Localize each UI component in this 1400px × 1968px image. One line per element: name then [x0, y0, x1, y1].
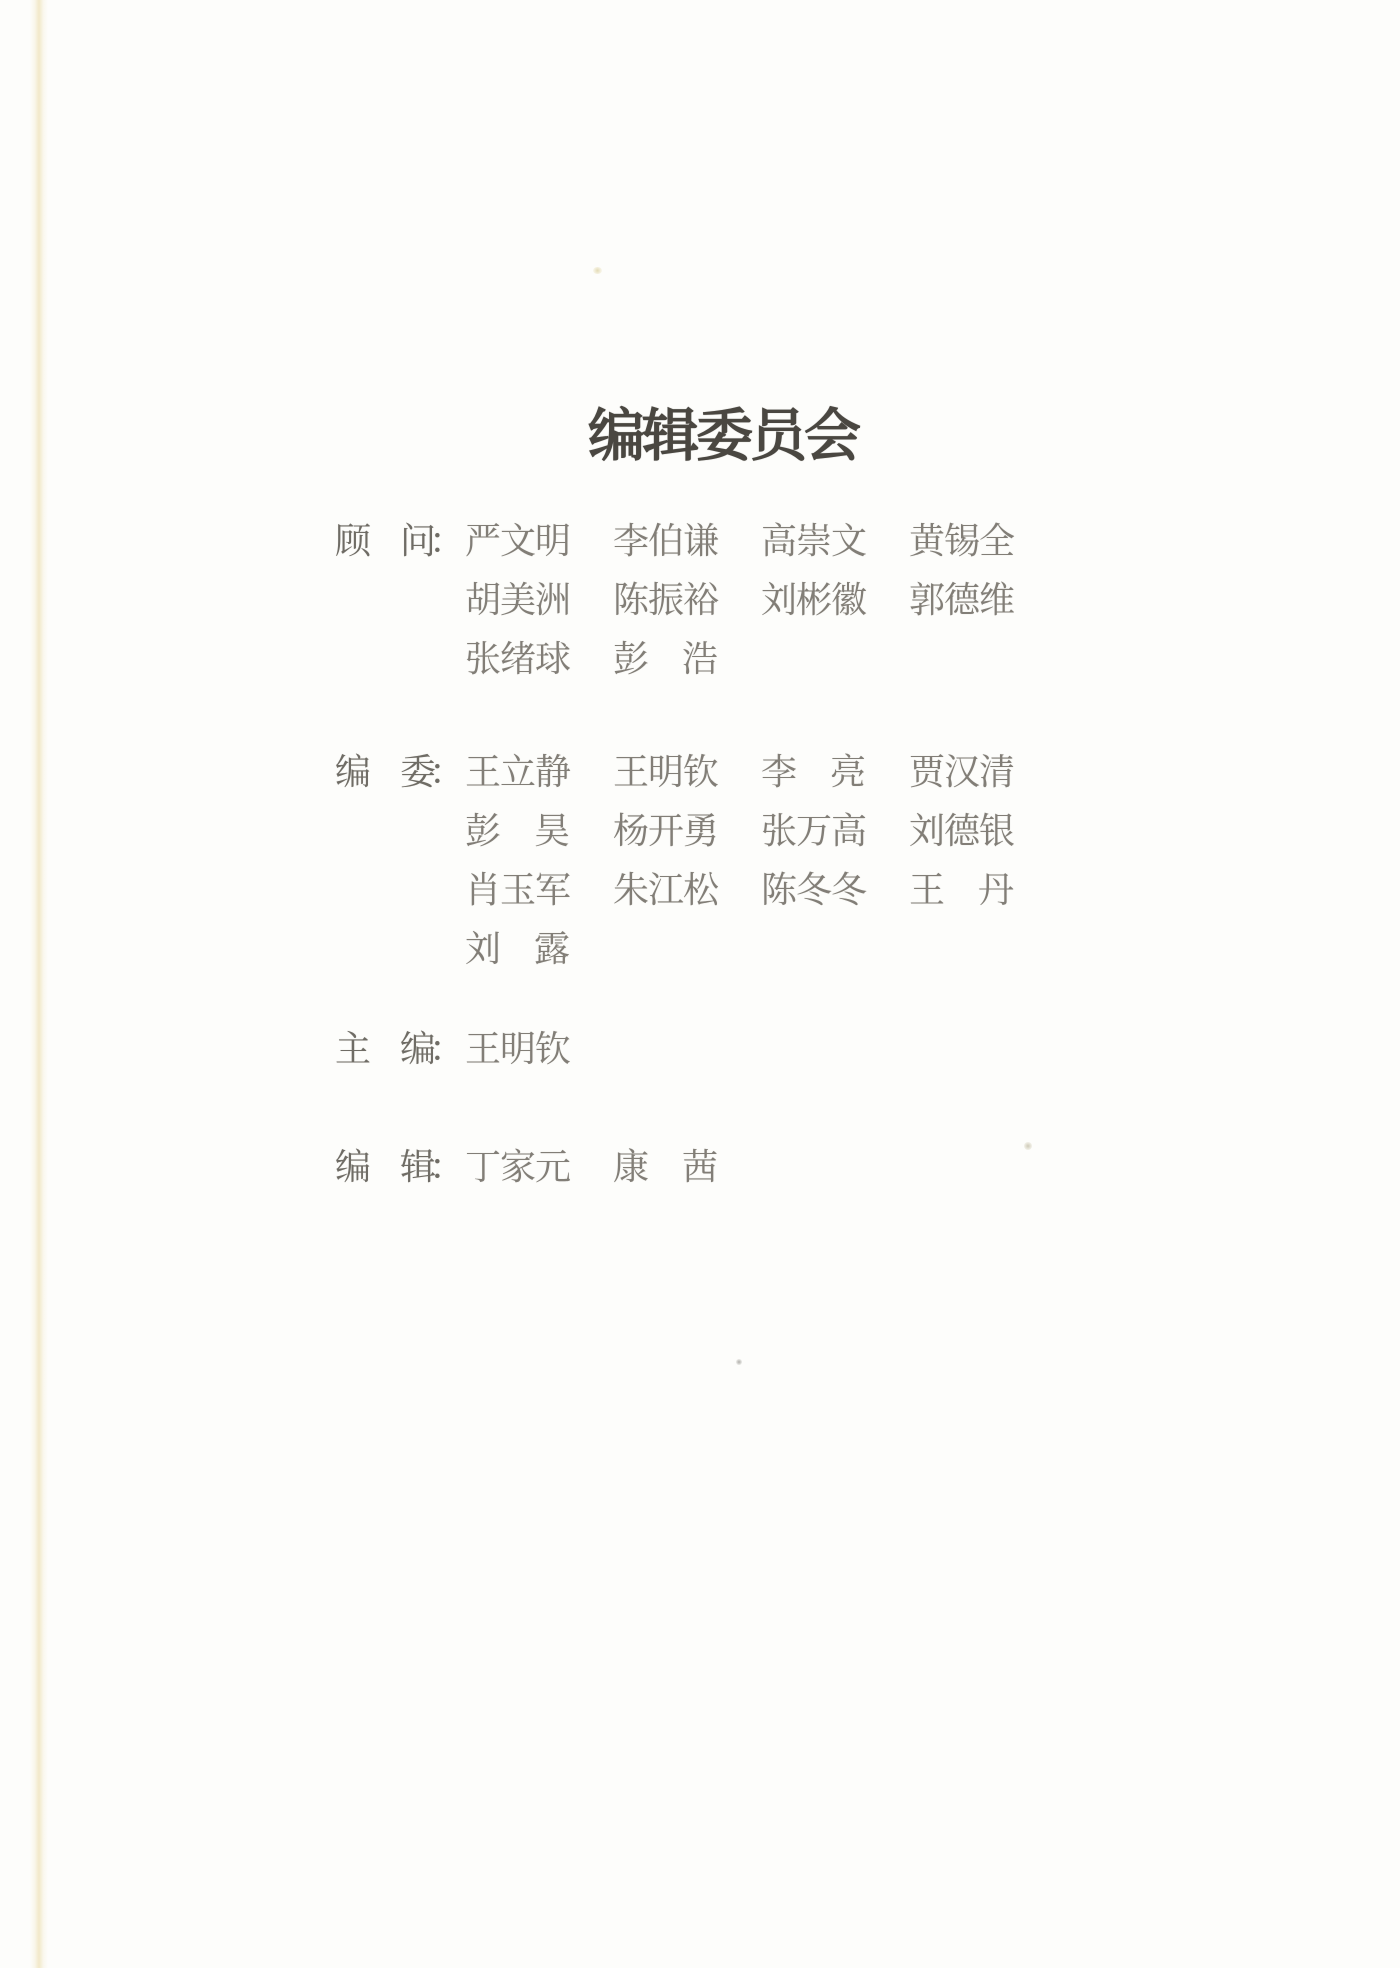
person-name: 高崇文: [761, 521, 867, 561]
label-char: 主: [335, 1029, 371, 1069]
name-row: [465, 627, 1057, 686]
label-colon: ：: [429, 752, 465, 792]
label-colon: ：: [429, 1147, 465, 1187]
person-name: [613, 631, 717, 682]
person-name: 张绪球: [465, 639, 571, 679]
label-char: 编: [399, 1029, 435, 1069]
person-name-char: 刘: [465, 929, 501, 969]
person-name: 贾汉清: [909, 752, 1015, 792]
label-colon: ：: [429, 1029, 465, 1069]
name-row: [465, 917, 1057, 976]
name-row: [465, 858, 1057, 917]
person-name: 郭德维: [909, 580, 1015, 620]
person-name-char: 丹: [977, 870, 1013, 910]
name-rows: [465, 1135, 761, 1194]
person-name: 王立静: [465, 752, 571, 792]
person-name: 胡美洲: [465, 580, 571, 620]
person-name: 丁家元: [465, 1147, 571, 1187]
scan-speck: [1024, 1142, 1032, 1150]
section-label: [335, 509, 465, 568]
person-name-char: 彭: [613, 639, 649, 679]
scan-speck: [736, 1359, 742, 1365]
section-editors: [335, 1135, 761, 1194]
section-label: [335, 740, 465, 799]
section-chief-editor: [335, 1017, 613, 1076]
person-name: 李伯谦: [613, 521, 719, 561]
label-char: 辑: [399, 1147, 435, 1187]
person-name: 严文明: [465, 521, 571, 561]
person-name: 刘彬徽: [761, 580, 867, 620]
name-rows: [465, 740, 1057, 976]
person-name: 刘德银: [909, 811, 1015, 851]
label-char: 顾: [335, 521, 371, 561]
section-advisors: [335, 509, 1057, 686]
label-char: 编: [335, 1147, 371, 1187]
label-colon: ：: [429, 521, 465, 561]
person-name-char: 茜: [681, 1147, 717, 1187]
name-rows: [465, 1017, 613, 1076]
person-name: [761, 744, 865, 795]
person-name: 黄锡全: [909, 521, 1015, 561]
person-name: [909, 862, 1013, 913]
name-row: [465, 740, 1057, 799]
person-name: 王明钦: [465, 1029, 571, 1069]
person-name-char: 彭: [465, 811, 501, 851]
section-label: [335, 1135, 465, 1194]
person-name-char: 亮: [829, 752, 865, 792]
person-name: [465, 803, 569, 854]
section-editorial-board: [335, 740, 1057, 976]
person-name: 张万高: [761, 811, 867, 851]
label-char: 委: [399, 752, 435, 792]
name-rows: [465, 509, 1057, 686]
label-char: 编: [335, 752, 371, 792]
person-name-char: 李: [761, 752, 797, 792]
label-char: 问: [399, 521, 435, 561]
name-row: [465, 568, 1057, 627]
page-gutter-crease: [30, 0, 48, 1968]
section-label: [335, 1017, 465, 1076]
page-title: 编辑委员会: [588, 405, 858, 468]
person-name: 朱江松: [613, 870, 719, 910]
person-name: 王明钦: [613, 752, 719, 792]
person-name-char: 康: [613, 1147, 649, 1187]
scan-speck: [593, 267, 602, 274]
person-name: 陈冬冬: [761, 870, 867, 910]
person-name-char: 露: [533, 929, 569, 969]
person-name-char: 浩: [681, 639, 717, 679]
person-name: [613, 1139, 717, 1190]
person-name: 陈振裕: [613, 580, 719, 620]
name-row: [465, 509, 1057, 568]
person-name: 肖玉军: [465, 870, 571, 910]
person-name: 杨开勇: [613, 811, 719, 851]
person-name: [465, 921, 569, 972]
name-row: [465, 1017, 613, 1076]
person-name-char: 昊: [533, 811, 569, 851]
person-name-char: 王: [909, 870, 945, 910]
name-row: [465, 799, 1057, 858]
name-row: [465, 1135, 761, 1194]
